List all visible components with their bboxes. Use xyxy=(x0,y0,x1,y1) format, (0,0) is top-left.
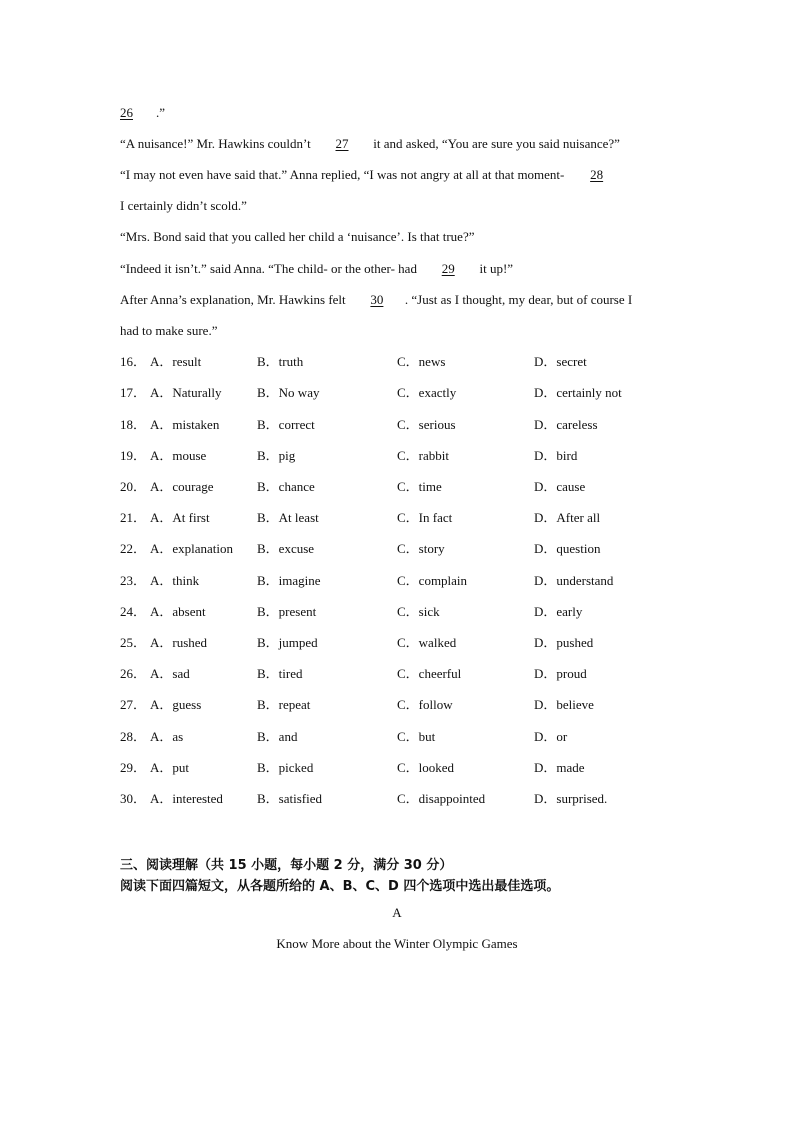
option-a: A．put xyxy=(150,760,190,775)
question-row xyxy=(120,573,720,589)
option-b: B．tired xyxy=(257,666,303,681)
passage-line-8: had to make sure.” xyxy=(120,323,218,338)
question-row xyxy=(120,760,720,776)
option-c: C．follow xyxy=(397,697,453,712)
option-b: B．jumped xyxy=(257,635,318,650)
question-row xyxy=(120,604,720,620)
passage-line-3 xyxy=(120,167,626,183)
blank-28: 28 xyxy=(590,167,604,182)
passage-text: “A nuisance!” Mr. Hawkins couldn’t xyxy=(120,136,314,151)
question-number: 27． xyxy=(120,697,147,712)
option-b: B．correct xyxy=(257,417,315,432)
passage-text: “I may not even have said that.” Anna replied, “I was not angry at all at that moment- xyxy=(120,167,568,182)
option-a: A．explanation xyxy=(150,541,234,556)
option-c: C．looked xyxy=(397,760,455,775)
passage-text: . “Just as I thought, my dear, but of course I xyxy=(404,292,633,307)
blank-29: 29 xyxy=(441,261,455,276)
option-a: A．interested xyxy=(150,791,223,806)
passage-title: Know More about the Winter Olympic Games xyxy=(276,936,518,951)
option-b: B．present xyxy=(257,604,317,619)
option-a: A．sad xyxy=(150,666,190,681)
question-number: 28． xyxy=(120,729,147,744)
option-c: C．sick xyxy=(397,604,440,619)
option-c: C．walked xyxy=(397,635,457,650)
option-d: D．secret xyxy=(534,354,587,369)
question-number: 21． xyxy=(120,510,147,525)
option-d: D．bird xyxy=(534,448,578,463)
question-number: 19． xyxy=(120,448,147,463)
option-b: B．imagine xyxy=(257,573,321,588)
option-d: D．surprised. xyxy=(534,791,608,806)
option-d: D．cause xyxy=(534,479,586,494)
option-a: A．absent xyxy=(150,604,206,619)
question-row xyxy=(120,354,720,370)
option-b: B．excuse xyxy=(257,541,315,556)
question-number: 17． xyxy=(120,385,147,400)
passage-line-4: I certainly didn’t scold.” xyxy=(120,198,247,213)
option-d: D．pushed xyxy=(534,635,594,650)
option-d: D．certainly not xyxy=(534,385,622,400)
option-c: C．In fact xyxy=(397,510,453,525)
option-a: A．mouse xyxy=(150,448,207,463)
passage-line-7 xyxy=(120,292,632,308)
option-d: D．careless xyxy=(534,417,598,432)
question-number: 30． xyxy=(120,791,147,806)
question-number: 16． xyxy=(120,354,147,369)
option-d: D．or xyxy=(534,729,568,744)
question-row xyxy=(120,448,720,464)
option-b: B．No way xyxy=(257,385,320,400)
option-d: D．made xyxy=(534,760,585,775)
option-d: D．understand xyxy=(534,573,614,588)
option-b: B．pig xyxy=(257,448,296,463)
option-c: C．story xyxy=(397,541,445,556)
question-number: 26． xyxy=(120,666,147,681)
question-number: 18． xyxy=(120,417,147,432)
question-row xyxy=(120,385,720,401)
option-a: A．At first xyxy=(150,510,210,525)
question-row xyxy=(120,479,720,495)
section-title: 三、阅读理解（共 15 小题，每小题 2 分，满分 30 分） xyxy=(120,858,453,873)
option-c: C．but xyxy=(397,729,436,744)
option-a: A．guess xyxy=(150,697,202,712)
question-row xyxy=(120,541,720,557)
question-row xyxy=(120,791,720,807)
question-row xyxy=(120,417,720,433)
option-c: C．cheerful xyxy=(397,666,462,681)
question-number: 24． xyxy=(120,604,147,619)
option-a: A．result xyxy=(150,354,202,369)
option-c: C．rabbit xyxy=(397,448,449,463)
question-row xyxy=(120,697,720,713)
option-a: A．as xyxy=(150,729,184,744)
option-d: D．After all xyxy=(534,510,601,525)
option-c: C．exactly xyxy=(397,385,457,400)
question-number: 25． xyxy=(120,635,147,650)
passage-text: it up!” xyxy=(476,261,514,276)
option-d: D．believe xyxy=(534,697,594,712)
question-row xyxy=(120,666,720,682)
passage-line-6 xyxy=(120,261,513,277)
passage-line-1 xyxy=(120,105,165,121)
option-a: A．think xyxy=(150,573,200,588)
passage-text: After Anna’s explanation, Mr. Hawkins felt xyxy=(120,292,349,307)
option-c: C．news xyxy=(397,354,446,369)
question-number: 29． xyxy=(120,760,147,775)
passage-text: “Indeed it isn’t.” said Anna. “The child- or the other- had xyxy=(120,261,421,276)
option-d: D．proud xyxy=(534,666,587,681)
section-instruction: 阅读下面四篇短文，从各题所给的 A、B、C、D 四个选项中选出最佳选项。 xyxy=(120,879,560,894)
option-b: B．and xyxy=(257,729,298,744)
question-row xyxy=(120,510,720,526)
passage-letter: A xyxy=(392,905,402,920)
question-number: 20． xyxy=(120,479,147,494)
option-b: B．chance xyxy=(257,479,315,494)
option-b: B．At least xyxy=(257,510,319,525)
question-number: 22． xyxy=(120,541,147,556)
option-a: A．rushed xyxy=(150,635,208,650)
option-c: C．time xyxy=(397,479,442,494)
blank-30: 30 xyxy=(370,292,384,307)
option-c: C．complain xyxy=(397,573,468,588)
passage-line-5: “Mrs. Bond said that you called her child a ‘nuisance’. Is that true?” xyxy=(120,229,475,244)
question-number: 23． xyxy=(120,573,147,588)
option-a: A．courage xyxy=(150,479,214,494)
blank-26: 26 xyxy=(120,105,133,120)
option-c: C．serious xyxy=(397,417,456,432)
question-row xyxy=(120,635,720,651)
option-a: A．Naturally xyxy=(150,385,222,400)
blank-27: 27 xyxy=(335,136,349,151)
option-b: B．truth xyxy=(257,354,304,369)
question-row xyxy=(120,729,720,745)
option-d: D．early xyxy=(534,604,583,619)
option-d: D．question xyxy=(534,541,601,556)
option-b: B．satisfied xyxy=(257,791,322,806)
option-a: A．mistaken xyxy=(150,417,220,432)
option-c: C．disappointed xyxy=(397,791,486,806)
option-b: B．repeat xyxy=(257,697,311,712)
passage-text: .” xyxy=(156,105,166,120)
passage-text: it and asked, “You are sure you said nuisance?” xyxy=(370,136,620,151)
option-b: B．picked xyxy=(257,760,314,775)
passage-line-2 xyxy=(120,136,620,152)
